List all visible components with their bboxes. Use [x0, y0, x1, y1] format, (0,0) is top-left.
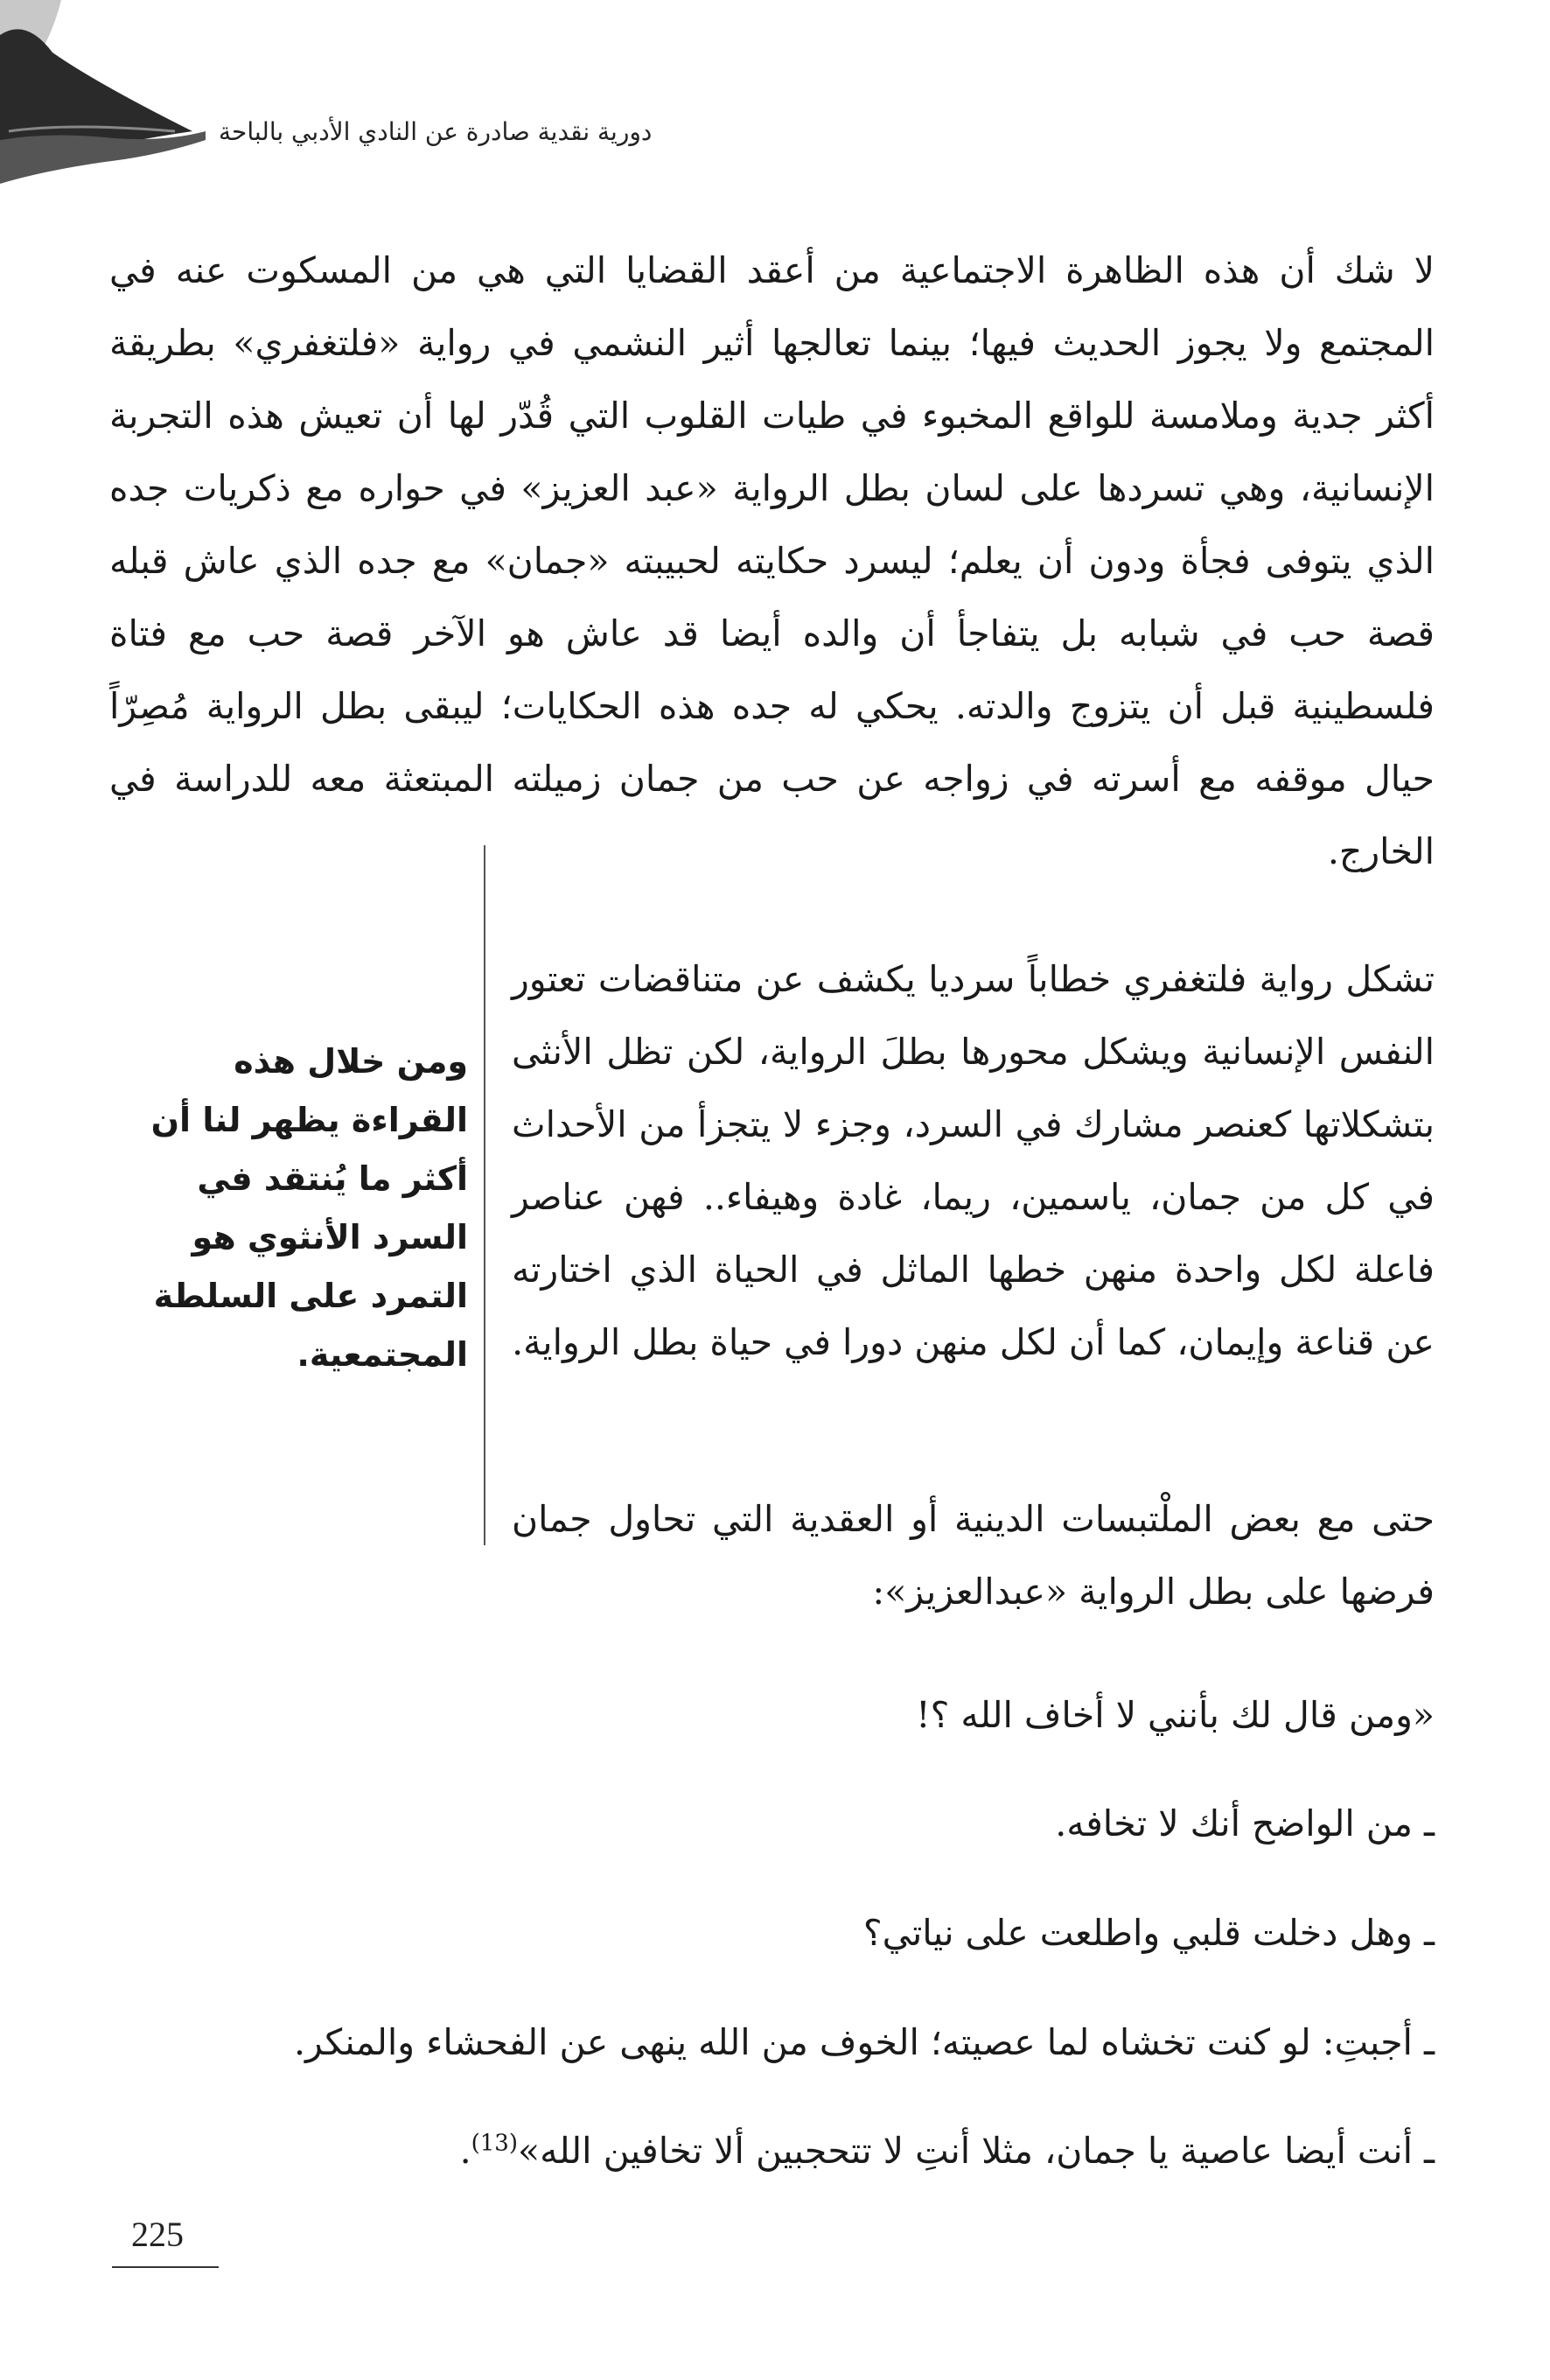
dialogue-period: .: [459, 2130, 471, 2172]
dialogue-line-last: [460, 2124, 1435, 2177]
intro-paragraph: لا شك أن هذه الظاهرة الاجتماعية من أعقد القضايا التي هي من المسكوت عنه في المجتمع ولا يجوز الحديث فيها؛ بينما تعالجها أثير النشمي في رواية «فلتغفري» بطريقة أكثر جدية وملامسة للواقع المخبوء في طيات القلوب التي قُدّر لها أن تعيش هذه التجربة الإنسانية، وهي تسردها على لسان بطل الرواية «عبد العزيز» في حواره مع ذكريات جده الذي يتوفى فجأة ودون أن يعلم؛ ليسرد حكايته لحبيبته «جمان» مع جده الذي عاش قبله قصة حب في شبابه بل يتفاجأ أن والده أيضا قد عاش هو الآخر قصة حب مع فتاة فلسطينية قبل أن يتزوج والدته. يحكي له جده هذه الحكايات؛ ليبقى بطل الرواية مُصِرّاً حيال موقفه مع أسرته في زواجه عن حب من جمان زميلته المبتعثة معه للدراسة في الخارج.: [109, 249, 1435, 872]
dialogue-text: ـ أنت أيضا عاصية يا جمان، مثلا أنتِ لا تتحجبين ألا تخافين الله»: [518, 2130, 1435, 2172]
page-number-rule: [112, 2266, 219, 2268]
dialogue-line: «ومن قال لك بأنني لا أخاف الله ؟!: [916, 1694, 1435, 1736]
page-number: 225: [131, 2215, 184, 2254]
header-banner-graphic: [0, 0, 210, 188]
dialogue-line: ـ أجبتِ: لو كنت تخشاه لما عصيته؛ الخوف من الله ينهى عن الفحشاء والمنكر.: [294, 2021, 1435, 2063]
dialogue-line: ـ من الواضح أنك لا تخافه.: [1055, 1802, 1435, 1844]
column-divider: [484, 845, 485, 1545]
religious-paragraph: حتى مع بعض الملْتبسات الدينية أو العقدية التي تحاول جمان فرضها على بطل الرواية «عبدالعزيز»:: [512, 1498, 1435, 1613]
running-head: دورية نقدية صادرة عن النادي الأدبي بالباحة: [219, 117, 653, 146]
pull-quote: ومن خلال هذه القراءة يظهر لنا أن أكثر ما يُنتقد في السرد الأنثوي هو التمرد على السلطة المجتمعية.: [150, 1042, 468, 1374]
dialogue-line: ـ وهل دخلت قلبي واطلعت على نياتي؟: [862, 1912, 1435, 1954]
footnote-reference: (13): [471, 2130, 519, 2157]
novel-paragraph: تشكل رواية فلتغفري خطاباً سرديا يكشف عن متناقضات تعتور النفس الإنسانية ويشكل محورها بطلَ الرواية، لكن تظل الأنثى بتشكلاتها كعنصر مشارك في السرد، وجزء لا يتجزأ من الأحداث في كل من جمان، ياسمين، ريما، غادة وهيفاء.. فهن عناصر فاعلة لكل واحدة منهن خطها الماثل في الحياة الذي اختارته عن قناعة وإيمان، كما أن لكل منهن دورا في حياة بطل الرواية.: [512, 958, 1435, 1363]
